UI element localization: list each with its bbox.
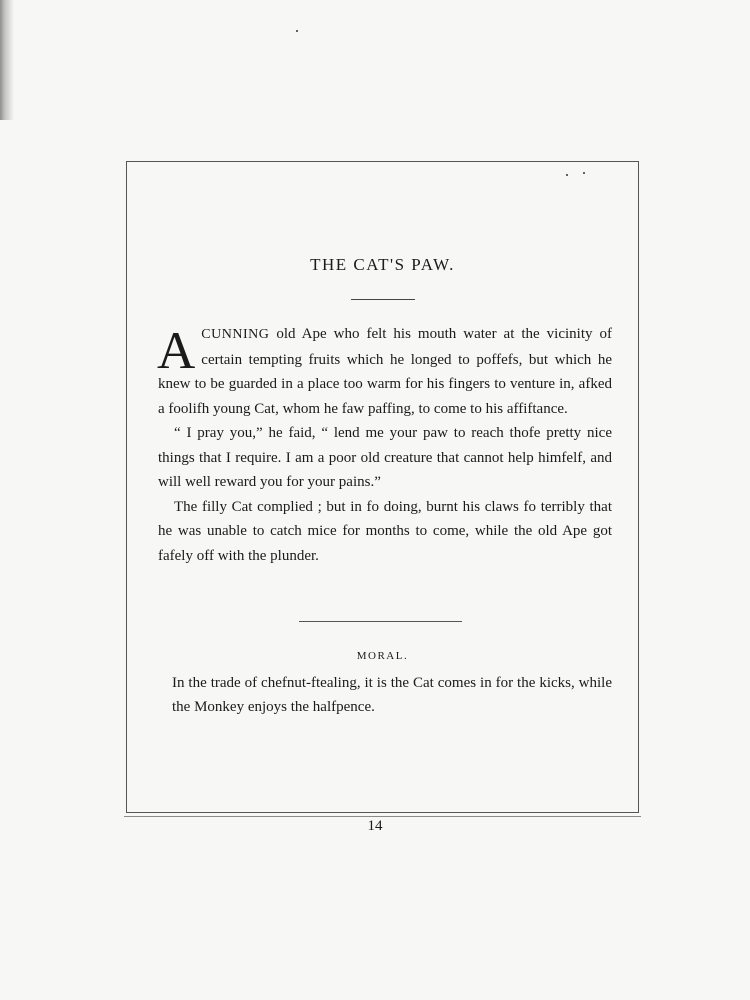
fable-body bbox=[158, 322, 612, 568]
paragraph-3: The filly Cat complied ; but in fo doing, burnt his claws fo terribly that he was unable to catch mice for months to come, while the old Ape got fafely off with the plunder. bbox=[158, 498, 612, 564]
page-number: 14 bbox=[367, 818, 383, 834]
moral-heading: MORAL. bbox=[356, 650, 409, 662]
opening-words: CUNNING bbox=[201, 327, 270, 342]
page-title: THE CAT'S PAW. bbox=[310, 255, 455, 274]
paragraph-2: “ I pray you,” he faid, “ lend me your paw to reach thofe pretty nice things that I require. I am a poor old creature that cannot help himfelf, and will well reward you for your pains.” bbox=[158, 425, 612, 490]
section-divider bbox=[299, 621, 462, 622]
drop-cap-letter: A bbox=[157, 322, 196, 380]
paragraph-1 bbox=[158, 322, 612, 421]
title-divider bbox=[351, 299, 415, 300]
page-shadow-edge bbox=[0, 0, 14, 120]
ink-speck bbox=[296, 30, 298, 32]
text-frame bbox=[126, 161, 639, 813]
paragraph-1-text: old Ape who felt his mouth water at the vicinity of certain tempting fruits which he longed to poffefs, but which he knew to be guarded in a place too warm for his fingers to venture in, afked a foolifh young Cat, whom he faw paffing, to come to his affiftance. bbox=[158, 326, 612, 417]
moral-text: In the trade of chefnut-ftealing, it is the Cat comes in for the kicks, while the Monkey enjoys the halfpence. bbox=[172, 675, 612, 715]
